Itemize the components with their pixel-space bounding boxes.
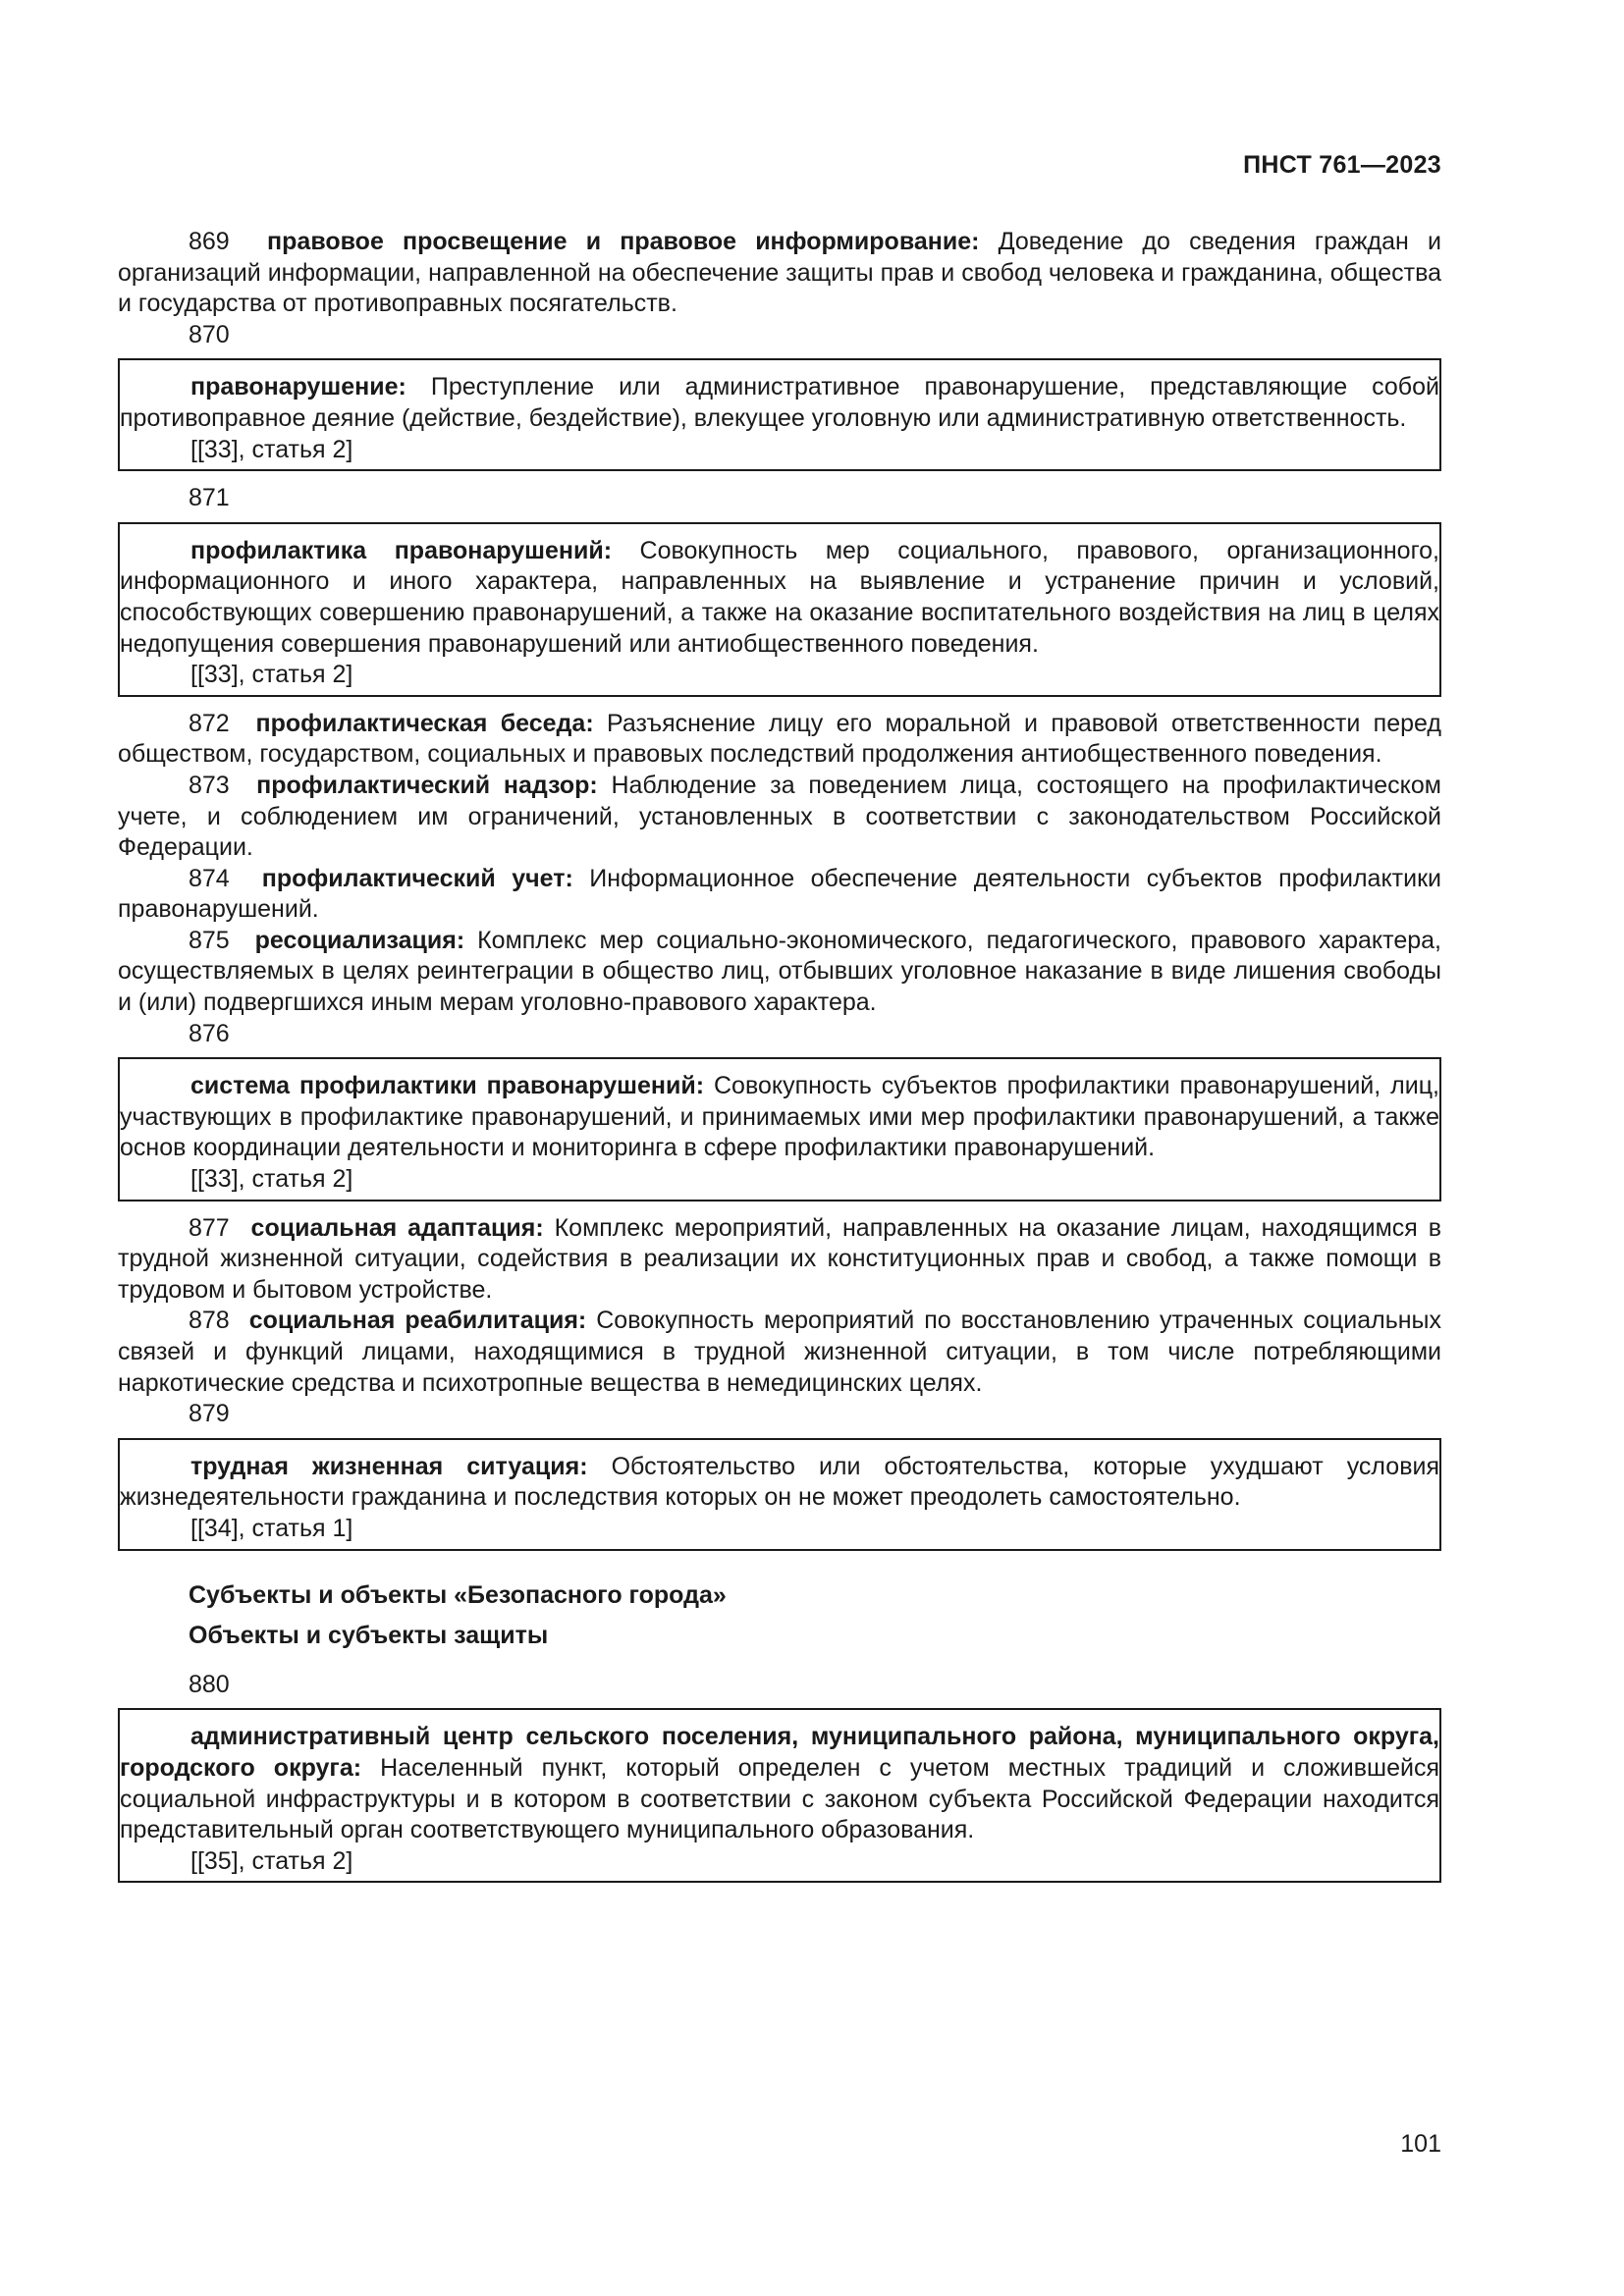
term-title: ресоциализация: (254, 926, 465, 954)
quoted-definition-box-871 (118, 522, 1441, 697)
term-definition: Доведение до сведения граждан и организаций информации, направленной на обеспечение защиты прав и свобод человека и гражданина, общества и государства от противоправных посягательств. (118, 228, 1441, 318)
term-entry-875 (118, 926, 1441, 1019)
term-definition: Наблюдение за поведением лица, состоящего на профилактическом учете, и соблюдением им ограничений, установленных в соответствии с законодательством Российской Федерации. (118, 771, 1441, 862)
quoted-definition-box-879 (118, 1438, 1441, 1551)
term-title: профилактический учет: (261, 864, 573, 892)
term-title: социальная адаптация: (250, 1213, 544, 1242)
term-entry-869 (118, 227, 1441, 320)
page-header: ПНСТ 761—2023 (1243, 151, 1441, 179)
entry-number-876: 876 (189, 1019, 230, 1047)
boxed-definition (120, 536, 1439, 660)
term-title: профилактический надзор: (256, 771, 598, 799)
boxed-definition (120, 372, 1439, 434)
quoted-definition-box-876 (118, 1057, 1441, 1201)
term-entry-873 (118, 771, 1441, 864)
entry-number-879: 879 (189, 1400, 230, 1428)
term-entry-877 (118, 1213, 1441, 1307)
boxed-definition (120, 1722, 1439, 1845)
entry-number: 869 (189, 228, 230, 255)
term-definition: Разъяснение лицу его моральной и правовой ответственности перед обществом, государством, социальных и правовых последствий продолжения антиобщественного поведения. (118, 709, 1441, 769)
boxed-definition (120, 1452, 1439, 1514)
term-title: трудная жизненная ситуация: (190, 1452, 588, 1480)
term-entry-872 (118, 709, 1441, 771)
term-title: правонарушение: (190, 373, 406, 401)
entry-number: 878 (189, 1307, 230, 1335)
source-reference: [[33], статья 2] (190, 661, 353, 689)
term-definition: Преступление или административное правонарушение, представляющие собой противоправное деяние (действие, бездействие), влекущее уголовную или административную ответственность. (120, 373, 1439, 432)
term-title: административный центр сельского поселения, муниципального района, муниципального округа, городского округа: (120, 1723, 1439, 1782)
source-reference: [[33], статья 2] (190, 435, 353, 463)
term-title: профилактическая беседа: (255, 709, 594, 737)
subsection-heading: Объекты и субъекты защиты (189, 1622, 549, 1650)
entry-number: 875 (189, 926, 230, 954)
section-heading: Субъекты и объекты «Безопасного города» (189, 1580, 727, 1609)
entry-number-880: 880 (189, 1670, 230, 1698)
term-entry-878 (118, 1306, 1441, 1399)
term-title: профилактика правонарушений: (190, 536, 613, 564)
term-definition: Совокупность субъектов профилактики правонарушений, лиц, участвующих в профилактике правонарушений, и принимаемых ими мер профилактики правонарушений, а также основ координации деятельности и мониторинга в сфере профилактики правонарушений. (120, 1072, 1440, 1162)
term-definition: Обстоятельство или обстоятельства, которые ухудшают условия жизнедеятельности гражданина и последствия которых он не может преодолеть самостоятельно. (120, 1452, 1439, 1512)
boxed-definition (120, 1071, 1439, 1164)
entry-number: 873 (189, 771, 230, 799)
source-reference: [[33], статья 2] (190, 1165, 353, 1194)
entry-number-870: 870 (189, 320, 230, 348)
term-title: правовое просвещение и правовое информирование: (267, 228, 980, 255)
term-title: система профилактики правонарушений: (190, 1072, 705, 1100)
term-definition: Информационное обеспечение деятельности субъектов профилактики правонарушений. (118, 864, 1441, 924)
source-reference: [[35], статья 2] (190, 1846, 353, 1875)
quoted-definition-box-880 (118, 1708, 1441, 1883)
source-reference: [[34], статья 1] (190, 1514, 353, 1542)
term-definition: Комплекс мероприятий, направленных на оказание лицам, находящимся в трудной жизненной ситуации, содействия в реализации их конституционных прав и свобод, а также помощи в трудовом и бытовом устройстве. (118, 1213, 1441, 1304)
entry-number-871: 871 (189, 484, 230, 512)
document-body (118, 227, 1441, 1895)
entry-number: 874 (189, 864, 230, 892)
term-definition: Населенный пункт, который определен с учетом местных традиций и сложившейся социальной инфраструктуры и в котором в соответствии с законом субъекта Российской Федерации находится представительный орган соответствующего муниципального образования. (120, 1753, 1439, 1844)
page-number: 101 (1400, 2130, 1441, 2158)
term-definition: Совокупность мер социального, правового, организационного, информационного и иного характера, направленных на выявление и устранение причин и условий, способствующих совершению правонарушений, а также на оказание воспитательного воздействия на лиц в целях недопущения совершения правонарушений или антиобщественного поведения. (120, 536, 1439, 658)
term-definition: Совокупность мероприятий по восстановлению утраченных социальных связей и функций лицами, находящимися в трудной жизненной ситуации, в том числе потребляющими наркотические средства и психотропные вещества в немедицинских целях. (118, 1307, 1441, 1397)
entry-number: 877 (189, 1213, 230, 1242)
quoted-definition-box-870 (118, 358, 1441, 471)
term-title: социальная реабилитация: (248, 1307, 587, 1335)
term-definition: Комплекс мер социально-экономического, педагогического, правового характера, осуществляемых в целях реинтеграции в общество лиц, отбывших уголовное наказание в виде лишения свободы и (или) подвергшихся иным мерам уголовно-правового характера. (118, 926, 1441, 1017)
entry-number: 872 (189, 709, 230, 737)
term-entry-874 (118, 864, 1441, 926)
